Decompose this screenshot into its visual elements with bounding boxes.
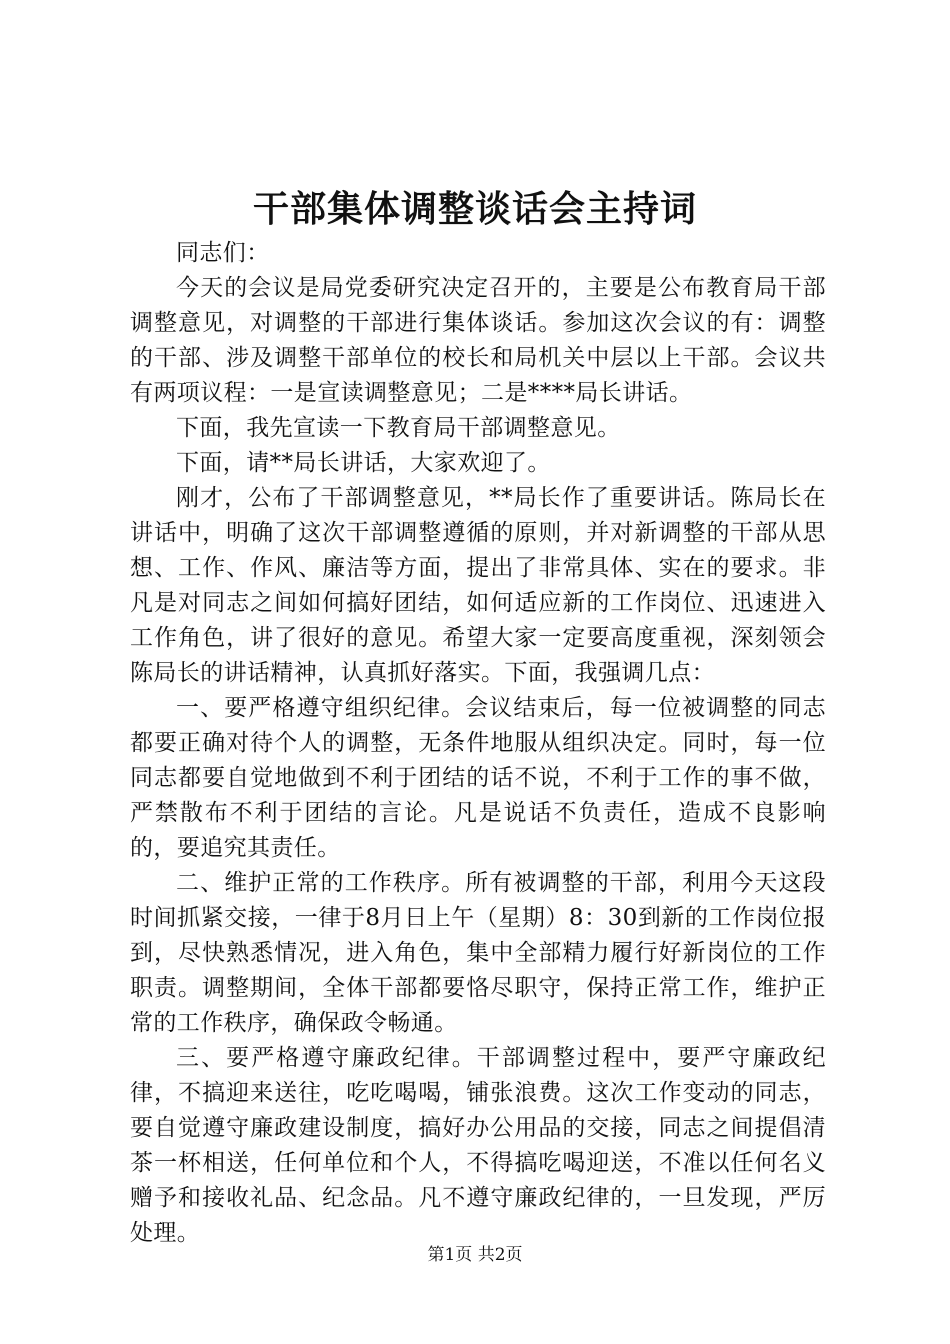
speech-invitation-paragraph: 下面，请**局长讲话，大家欢迎了。 (176, 450, 551, 476)
point-three-paragraph: 三、要严格遵守廉政纪律。干部调整过程中，要严守廉政纪律，不搞迎来送往，吃吃喝喝，铺张浪费。这次工作变动的同志，要自觉遵守廉政建设制度，搞好办公用品的交接，同志之间提倡清茶一杯相送，任何单位和个人，不得搞吃喝迎送，不准以任何名义赠予和接收礼品、纪念品。凡不遵守廉政纪律的，一旦发现，严厉处理。 (130, 1045, 826, 1246)
summary-paragraph: 刚才，公布了干部调整意见，**局长作了重要讲话。陈局长在讲话中，明确了这次干部调整遵循的原则，并对新调整的干部从思想、工作、作风、廉洁等方面，提出了非常具体、实在的要求。非凡是对同志之间如何搞好团结，如何适应新的工作岗位、迅速进入工作角色，讲了很好的意见。希望大家一定要高度重视，深刻领会陈局长的讲话精神，认真抓好落实。下面，我强调几点： (130, 485, 826, 686)
document-body (130, 236, 826, 1251)
point-one-paragraph: 一、要严格遵守组织纪律。会议结束后，每一位被调整的同志都要正确对待个人的调整，无条件地服从组织决定。同时，每一位同志都要自觉地做到不利于团结的话不说，不利于工作的事不做，严禁散布不利于团结的言论。凡是说话不负责任，造成不良影响的，要追究其责任。 (130, 695, 826, 861)
page-number-footer: 第1页 共2页 (427, 1245, 523, 1265)
announcement-paragraph: 下面，我先宣读一下教育局干部调整意见。 (176, 415, 621, 441)
point-two-paragraph: 二、维护正常的工作秩序。所有被调整的干部，利用今天这段时间抓紧交接，一律于8月日上午（星期）8：30到新的工作岗位报到，尽快熟悉情况，进入角色，集中全部精力履行好新岗位的工作职责。调整期间，全体干部都要恪尽职守，保持正常工作，维护正常的工作秩序，确保政令畅通。 (130, 870, 826, 1036)
salutation-paragraph: 同志们： (176, 240, 270, 266)
opening-paragraph: 今天的会议是局党委研究决定召开的，主要是公布教育局干部调整意见，对调整的干部进行集体谈话。参加这次会议的有：调整的干部、涉及调整干部单位的校长和局机关中层以上干部。会议共有两项议程：一是宣读调整意见；二是****局长讲话。 (130, 275, 826, 406)
document-title: 干部集体调整谈话会主持词 (252, 188, 697, 230)
